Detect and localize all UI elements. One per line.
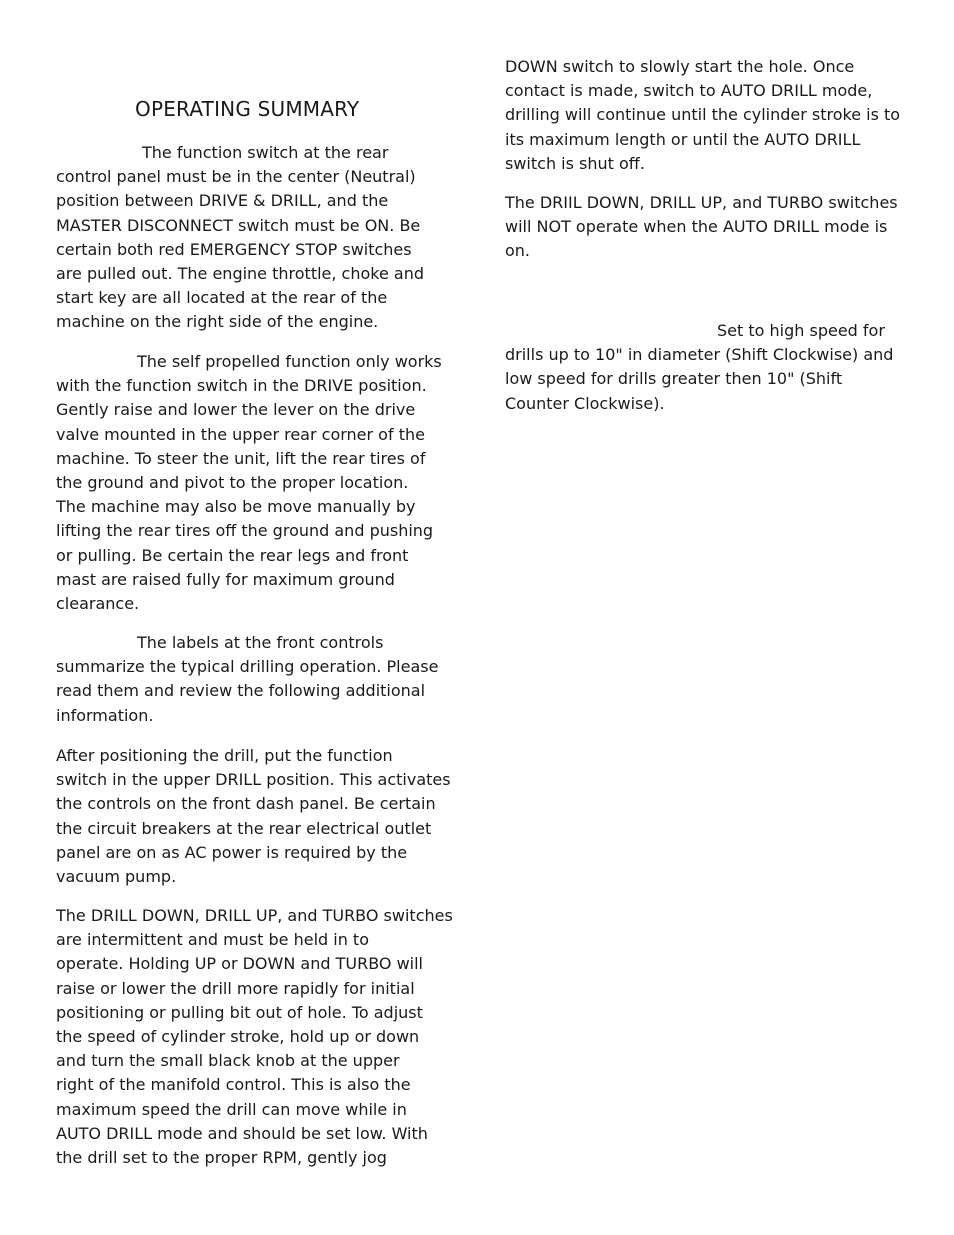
text-line: summarize the typical drilling operation. Please <box>56 657 439 677</box>
text-line: will NOT operate when the AUTO DRILL mode is <box>505 217 888 237</box>
text-line: The DRIIL DOWN, DRILL UP, and TURBO switches <box>505 193 898 212</box>
text-line: position between DRIVE & DRILL, and the <box>56 191 389 211</box>
text-line: switch is shut off. <box>505 153 645 173</box>
text-line: switch in the upper DRILL position. This activates <box>56 770 451 790</box>
paragraph-startup <box>56 141 452 335</box>
text-line: control panel must be in the center (Neutral) <box>56 167 416 187</box>
text-line: or pulling. Be certain the rear legs and front <box>56 545 409 565</box>
text-line: are pulled out. The engine throttle, choke and <box>56 263 424 283</box>
text-line: The machine may also be move manually by <box>56 497 416 517</box>
text-line: Gently raise and lower the lever on the drive <box>56 400 416 420</box>
text-line: The self propelled function only works <box>137 352 442 371</box>
text-line: right of the manifold control. This is also the <box>56 1075 411 1095</box>
text-line: drilling will continue until the cylinder stroke is to <box>505 105 901 125</box>
text-line: the circuit breakers at the rear electrical outlet <box>56 818 432 838</box>
text-line: machine on the right side of the engine. <box>56 312 379 332</box>
text-line: information. <box>56 705 154 725</box>
text-line: The labels at the front controls <box>137 633 384 652</box>
text-line: contact is made, switch to AUTO DRILL mode, <box>505 81 873 101</box>
text-line: Set to high speed for <box>717 321 885 340</box>
text-line: The function switch at the rear <box>142 143 389 162</box>
paragraph-auto-drill <box>505 55 901 176</box>
paragraph-labels <box>56 631 452 728</box>
text-line: After positioning the drill, put the function <box>56 746 393 765</box>
text-line: clearance. <box>56 593 140 613</box>
paragraph-speed <box>505 319 901 416</box>
text-line: low speed for drills greater then 10" (Shift <box>505 369 843 389</box>
text-line: the ground and pivot to the proper location. <box>56 472 409 492</box>
text-line: start key are all located at the rear of the <box>56 288 388 308</box>
paragraph-drive <box>56 350 452 616</box>
text-line: certain both red EMERGENCY STOP switches <box>56 239 412 259</box>
text-line: valve mounted in the upper rear corner of the <box>56 424 425 444</box>
text-line: read them and review the following additional <box>56 681 426 701</box>
text-line: the controls on the front dash panel. Be certain <box>56 794 436 814</box>
text-line: operate. Holding UP or DOWN and TURBO will <box>56 954 423 974</box>
page-title: OPERATING SUMMARY <box>135 97 360 121</box>
text-line: the drill set to the proper RPM, gently jog <box>56 1147 387 1167</box>
text-line: DOWN switch to slowly start the hole. Once <box>505 57 855 76</box>
text-line: The DRILL DOWN, DRILL UP, and TURBO switches <box>56 906 453 925</box>
text-line: and turn the small black knob at the upper <box>56 1051 400 1071</box>
text-line: with the function switch in the DRIVE position. <box>56 376 427 396</box>
text-line: maximum speed the drill can move while in <box>56 1099 407 1119</box>
text-line: panel are on as AC power is required by the <box>56 842 408 862</box>
text-line: machine. To steer the unit, lift the rear tires of <box>56 448 426 468</box>
text-line: the speed of cylinder stroke, hold up or down <box>56 1026 420 1046</box>
paragraph-auto-drill-warning <box>505 191 901 264</box>
paragraph-positioning <box>56 744 452 889</box>
text-line: vacuum pump. <box>56 866 177 886</box>
text-line: raise or lower the drill more rapidly for initial <box>56 978 415 998</box>
paragraph-switches <box>56 904 452 1170</box>
text-line: AUTO DRILL mode and should be set low. With <box>56 1123 428 1143</box>
text-line: Counter Clockwise). <box>505 393 665 413</box>
text-line: mast are raised fully for maximum ground <box>56 569 395 589</box>
text-line: positioning or pulling bit out of hole. To adjust <box>56 1002 423 1022</box>
text-line: drills up to 10" in diameter (Shift Clockwise) and <box>505 345 894 365</box>
text-line: its maximum length or until the AUTO DRILL <box>505 129 861 149</box>
text-line: MASTER DISCONNECT switch must be ON. Be <box>56 215 421 235</box>
text-line: lifting the rear tires off the ground and pushing <box>56 521 434 541</box>
text-line: are intermittent and must be held in to <box>56 930 369 950</box>
text-line: on. <box>505 241 531 261</box>
